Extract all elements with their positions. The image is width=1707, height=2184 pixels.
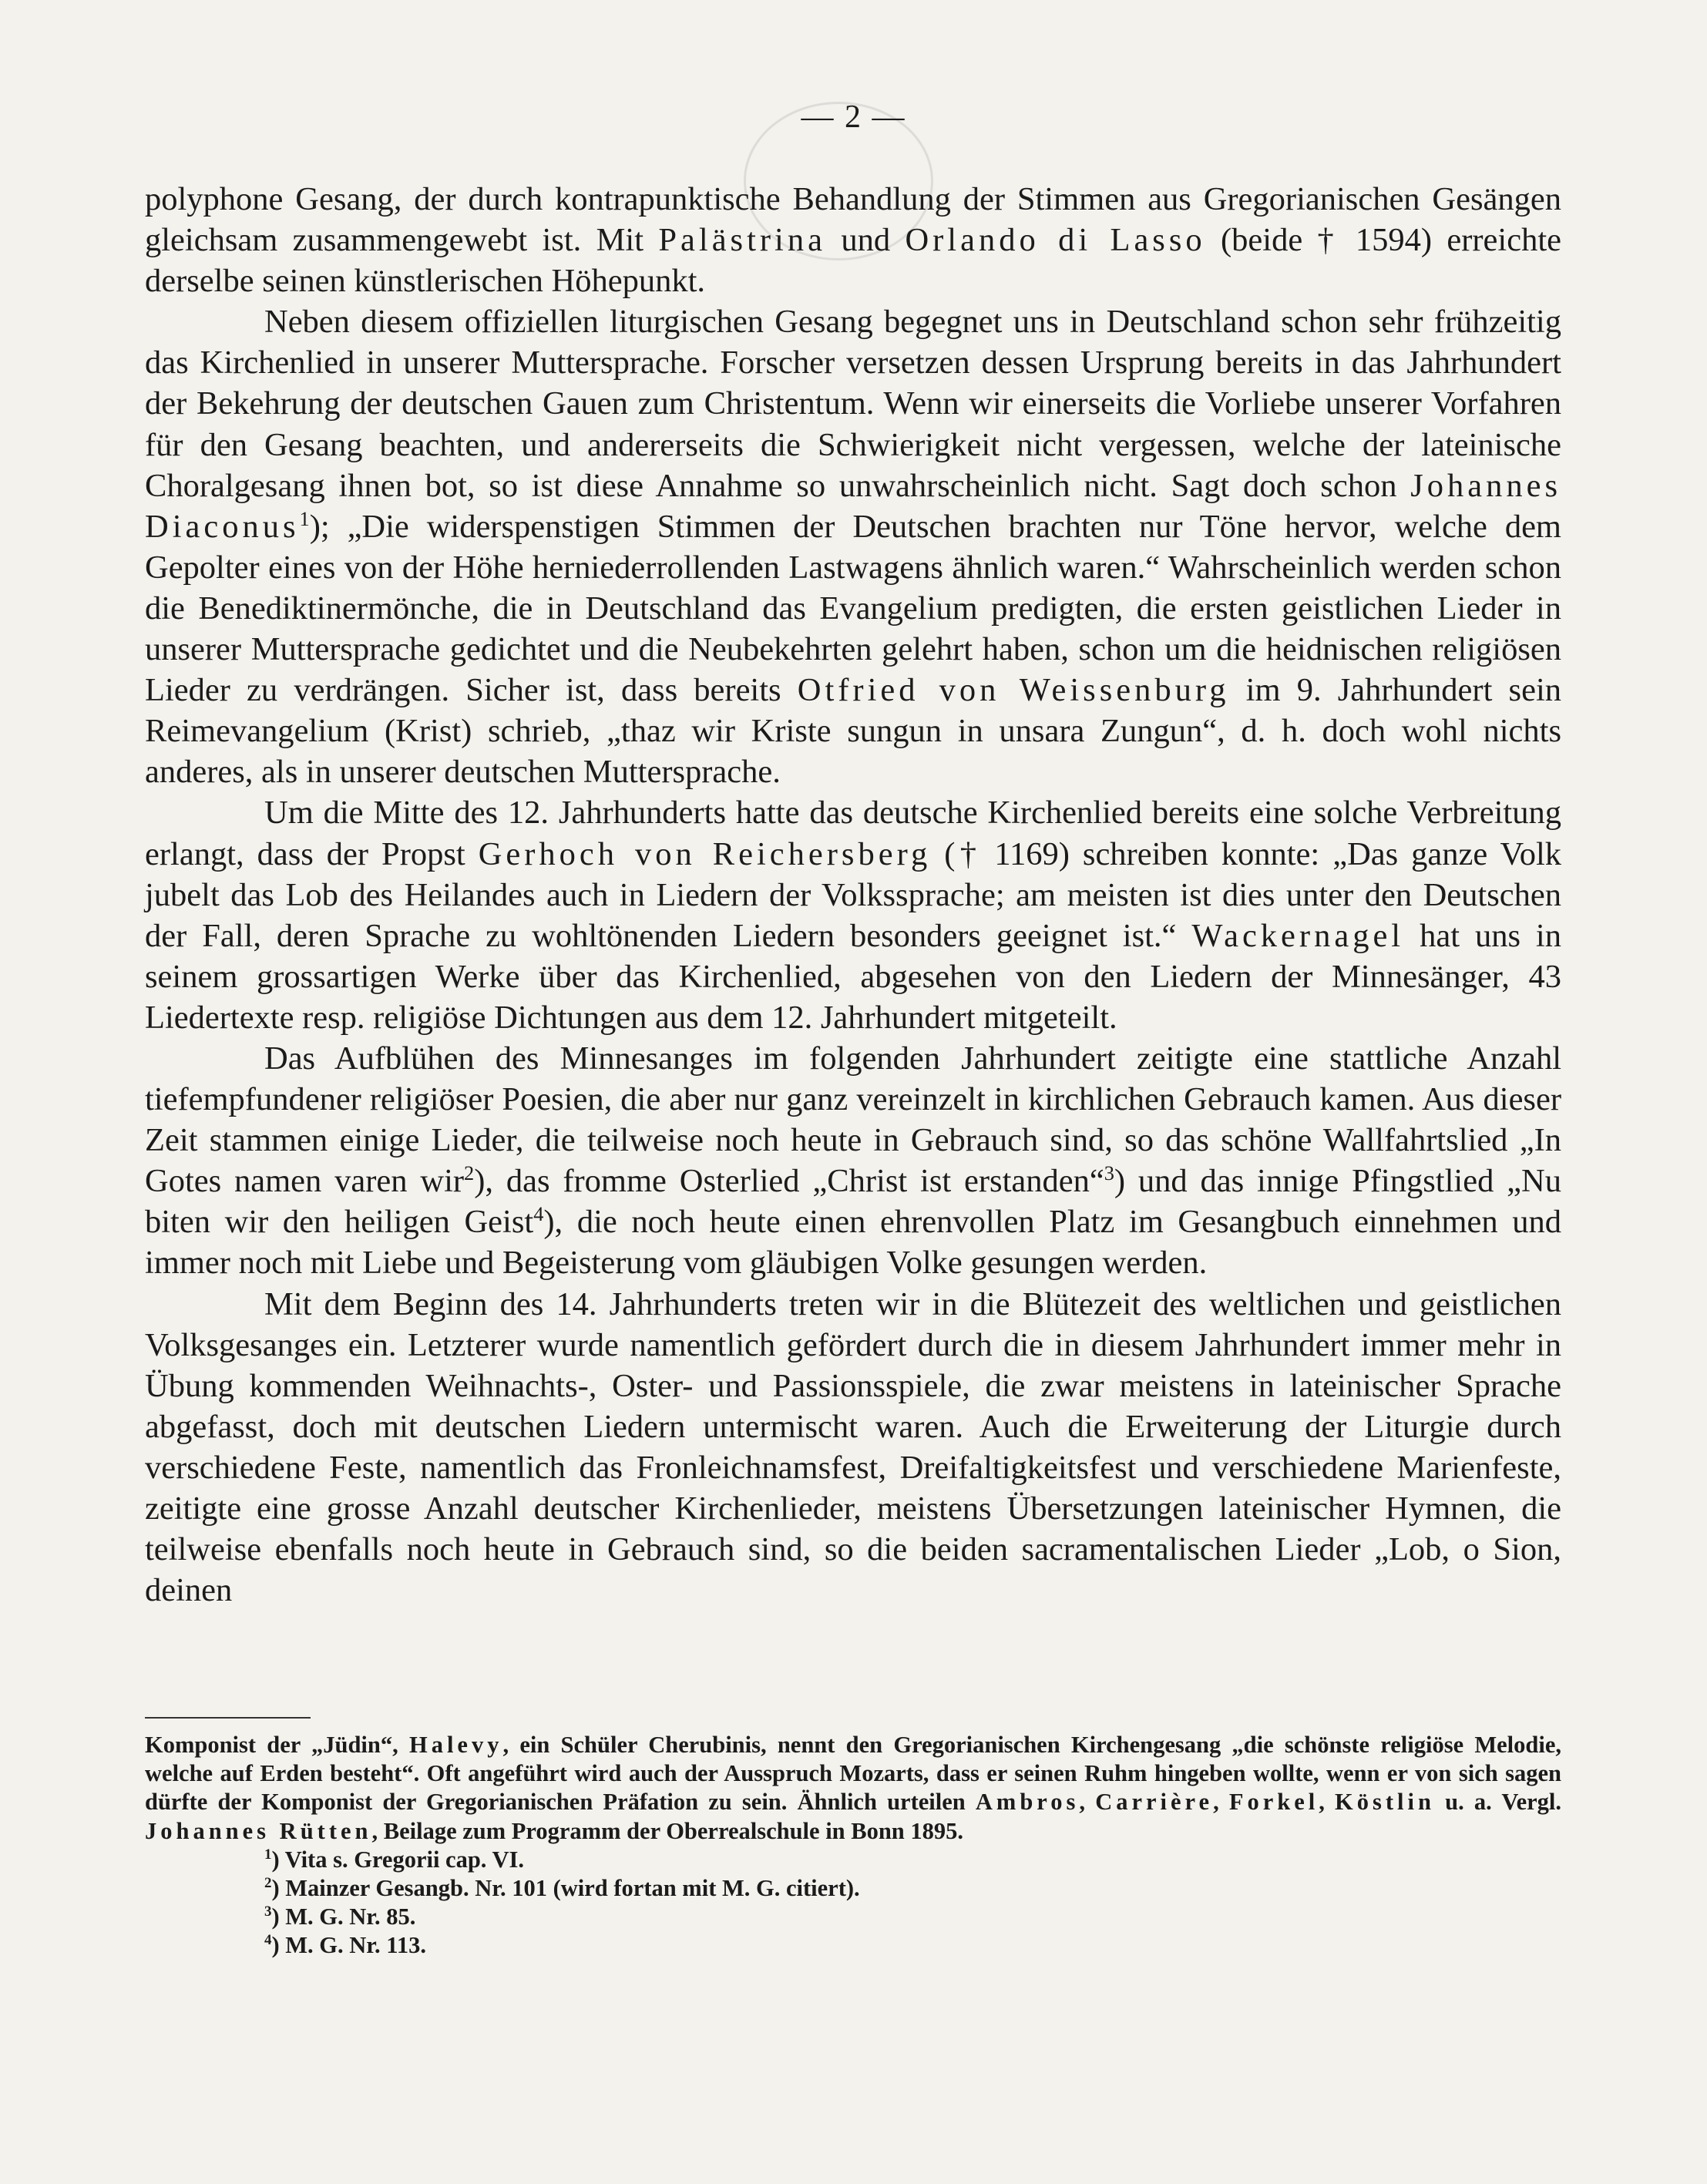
page-number: — 2 — <box>801 99 906 135</box>
footnote-text: ) M. G. Nr. 85. <box>271 1903 416 1930</box>
spaced-name: Wackernagel <box>1191 917 1405 954</box>
footnote-mark: 2 <box>264 1874 272 1891</box>
footnote-2 <box>145 1874 1561 1903</box>
text-run: , ein Schüler Cherubinis, nennt den Gregorianischen Kirchengesang „die schönste religiöse Melodie, welche auf Erden besteht“. Oft angeführt wird auch der Ausspruch Mozarts, dass er seinen Ruhm hingeben wollte, wenn er von sich sagen dürfte der Komponist der Gregorianischen Präfation zu sein. Ähnlich urteilen <box>145 1732 1561 1816</box>
spaced-name: Carrière <box>1095 1789 1214 1816</box>
spaced-name: Otfried von Weissenburg <box>797 672 1230 709</box>
text-run: und <box>825 222 906 259</box>
footnote-continuation <box>145 1731 1561 1846</box>
spaced-name: Ambros <box>975 1789 1080 1816</box>
spaced-name: Forkel <box>1228 1789 1319 1816</box>
text-run: u. a. Vergl. <box>1434 1789 1561 1816</box>
text-run: , <box>1213 1789 1229 1816</box>
footnote-ref: 4 <box>533 1203 544 1226</box>
spaced-name: Gerhoch von Reichersberg <box>478 835 932 872</box>
text-run: ), das fromme Osterlied „Christ ist erstanden“ <box>474 1163 1104 1200</box>
text-run: , Beilage zum Programm der Oberrealschule in Bonn 1895. <box>371 1817 964 1844</box>
spaced-name: Köstlin <box>1335 1789 1435 1816</box>
footnote-text: ) Vita s. Gregorii cap. VI. <box>271 1846 525 1873</box>
paragraph-3 <box>145 792 1561 1038</box>
paragraph-2 <box>145 301 1561 792</box>
body-text <box>145 179 1561 1611</box>
text-run: ), die noch heute einen ehrenvollen Platz im Gesangbuch einnehmen und immer noch mit Liebe und Begeisterung vom gläubigen Volke gesungen werden. <box>145 1204 1562 1282</box>
footnote-text: ) Mainzer Gesangb. Nr. 101 (wird fortan mit M. G. citiert). <box>271 1875 860 1902</box>
footnote-text: ) M. G. Nr. 113. <box>271 1932 426 1959</box>
spaced-name: Orlando di Lasso <box>905 222 1206 259</box>
footnote-ref: 3 <box>1104 1162 1114 1185</box>
text-run: Das Aufblühen des Minnesanges im folgenden Jahrhundert zeitigte eine stattliche Anzahl tiefempfundener religiöser Poesien, die aber nur ganz vereinzelt in kirchlichen Gebrauch kamen. Aus dieser Zeit stammen einige Lieder, die teilweise noch heute in Gebrauch sind, so das schöne Wallfahrtslied „In Gotes namen varen wir <box>145 1040 1561 1200</box>
text-run: († 1169) schreiben konnte: „Das ganze Volk jubelt das Lob des Heilandes auch in Liedern der Volkssprache; am meisten ist dies unter den Deutschen der Fall, deren Sprache zu wohltönenden Liedern besonders geeignet ist.“ <box>145 835 1561 954</box>
footnote-mark: 3 <box>264 1903 272 1920</box>
text-run: (beide † 1594) erreichte derselbe seinen künstlerischen Höhepunkt. <box>145 222 1562 300</box>
text-run: , <box>1319 1789 1336 1816</box>
footnotes <box>145 1731 1561 1961</box>
spaced-name: Johannes Rütten <box>145 1817 372 1844</box>
paragraph-4 <box>145 1038 1561 1284</box>
footnote-divider <box>145 1717 311 1719</box>
text-run: Um die Mitte des 12. Jahrhunderts hatte das deutsche Kirchenlied bereits eine solche Verbreitung erlangt, dass der Propst <box>145 795 1561 872</box>
footnote-mark: 1 <box>264 1846 272 1863</box>
text-run: polyphone Gesang, der durch kontrapunktische Behandlung der Stimmen aus Gregorianischen Gesängen gleichsam zusammengewebt ist. Mit <box>145 181 1561 259</box>
footnote-1 <box>145 1846 1561 1874</box>
text-run: im 9. Jahrhundert sein Reimevangelium (Krist) schrieb, „thaz wir Kriste sungun in unsara Zungun“, d. h. doch wohl nichts anderes, als in unserer deutschen Muttersprache. <box>145 672 1561 791</box>
text-run: hat uns in seinem grossartigen Werke über das Kirchenlied, abgesehen von den Liedern der Minnesänger, 43 Liedertexte resp. religiöse Dichtungen aus dem 12. Jahrhundert mitgeteilt. <box>145 917 1561 1036</box>
spaced-name: Johannes Diaconus <box>145 467 1561 545</box>
footnote-ref: 2 <box>464 1162 475 1185</box>
text-run: Komponist der „Jüdin“, <box>145 1732 409 1758</box>
text-run: , <box>1079 1789 1096 1816</box>
text-run: ) und das innige Pfingstlied „Nu biten wir den heiligen Geist <box>145 1163 1561 1241</box>
paragraph-5: Mit dem Beginn des 14. Jahrhunderts treten wir in die Blütezeit des weltlichen und geistlichen Volksgesanges ein. Letzterer wurde namentlich gefördert durch die in diesem Jahrhundert immer mehr in Übung kommenden Weihnachts-, Oster- und Passionsspiele, die zwar meistens in lateinischer Sprache abgefasst, doch mit deutschen Liedern untermischt waren. Auch die Erweiterung der Liturgie durch verschiedene Feste, namentlich das Fronleichnamsfest, Dreifaltigkeitsfest und verschiedene Marienfeste, zeitigte eine grosse Anzahl deutscher Kirchenlieder, meistens Übersetzungen lateinischer Hymnen, die teilweise ebenfalls noch heute in Gebrauch sind, so die beiden sacramentalischen Lieder „Lob, o Sion, deinen <box>145 1285 1561 1609</box>
footnote-3 <box>145 1903 1561 1931</box>
footnote-mark: 4 <box>264 1932 272 1949</box>
text-run: Neben diesem offiziellen liturgischen Gesang begegnet uns in Deutschland schon sehr frühzeitig das Kirchenlied in unserer Muttersprache. Forscher versetzen dessen Ursprung bereits in das Jahrhundert der Bekehrung der deutschen Gauen zum Christentum. Wenn wir einerseits die Vorliebe unserer Vorfahren für den Gesang beachten, und andererseits die Schwierigkeit nicht vergessen, welche der lateinische Choralgesang ihnen bot, so ist diese Annahme so unwahrscheinlich nicht. Sagt doch schon <box>145 304 1561 504</box>
spaced-name: Palästrina <box>658 222 826 259</box>
paragraph-1 <box>145 179 1561 301</box>
footnote-ref: 1 <box>299 507 310 530</box>
text-run: ); „Die widerspenstigen Stimmen der Deutschen brachten nur Töne hervor, welche dem Gepolter eines von der Höhe herniederrollenden Lastwagens ähnlich waren.“ Wahrscheinlich werden schon die Benediktinermönche, die in Deutschland das Evangelium predigten, die ersten geistlichen Lieder in unserer Muttersprache gedichtet und die Neubekehrten gelehrt haben, schon um die heidnischen religiösen Lieder zu verdrängen. Sicher ist, dass bereits <box>145 508 1561 709</box>
spaced-name: Halevy <box>408 1732 503 1758</box>
footnote-4 <box>145 1931 1561 1960</box>
